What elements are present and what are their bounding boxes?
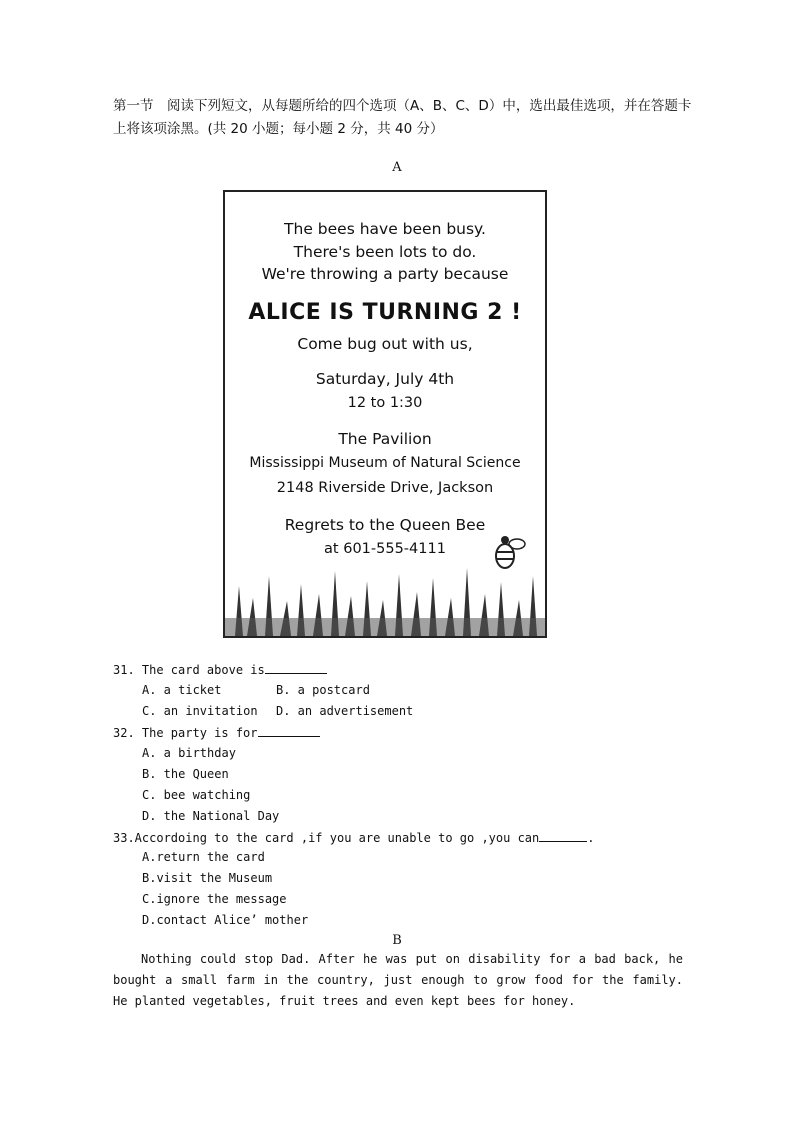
option-32-c: C. bee watching [142,788,251,802]
answer-blank [258,725,320,737]
option-31-d: D. an advertisement [276,704,414,718]
section-b-heading: B [392,933,402,948]
question-33 [113,830,595,845]
question-31 [113,662,327,677]
answer-blank [265,662,327,674]
option-31-b: B. a postcard [276,683,370,697]
bee-icon [487,530,527,574]
card-regrets: Regrets to the Queen Bee [284,516,486,534]
card-line-1: The bees have been busy. [284,220,486,238]
passage-b-paragraph: Nothing could stop Dad. After he was put on disability for a bad back, he bought a small farm in the country, just enough to grow food for the family. He planted vegetables, fruit trees and even kept bees for honey. [113,952,683,1008]
question-33-stem: 33.Accordoing to the card ,if you are unable to go ,you can [113,831,540,845]
question-33-end: . [587,831,595,845]
section-instructions: 第一节 阅读下列短文，从每题所给的四个选项（A、B、C、D）中，选出最佳选项，并在答题卡上将该项涂黑。(共 20 小题；每小题 2 分，共 40 分） [113,98,692,137]
option-33-c: C.ignore the message [142,892,287,906]
card-line-4: Come bug out with us, [297,335,473,353]
question-32-stem: 32. The party is for [113,726,258,740]
passage-b [113,949,683,1012]
card-venue: The Pavilion [338,430,432,448]
option-33-a: A.return the card [142,850,265,864]
option-31-a: A. a ticket [142,683,222,697]
card-time: 12 to 1:30 [347,395,423,411]
option-32-b: B. the Queen [142,767,229,781]
option-33-b: B.visit the Museum [142,871,273,885]
option-33-d: D.contact Alice’ mother [142,913,309,927]
question-32 [113,725,320,740]
card-address: 2148 Riverside Drive, Jackson [276,480,494,496]
card-date: Saturday, July 4th [315,370,455,388]
card-headline: ALICE IS TURNING 2 ! [248,300,522,325]
card-line-3: We're throwing a party because [261,265,509,283]
option-32-a: A. a birthday [142,746,236,760]
option-32-d: D. the National Day [142,809,280,823]
answer-blank [539,830,587,842]
invitation-card [223,190,547,638]
section-a-heading: A [392,160,402,175]
card-museum: Mississippi Museum of Natural Science [249,455,521,471]
card-phone: at 601-555-4111 [324,541,446,557]
option-31-c: C. an invitation [142,704,258,718]
card-line-2: There's been lots to do. [293,243,477,261]
question-31-stem: 31. The card above is [113,663,265,677]
